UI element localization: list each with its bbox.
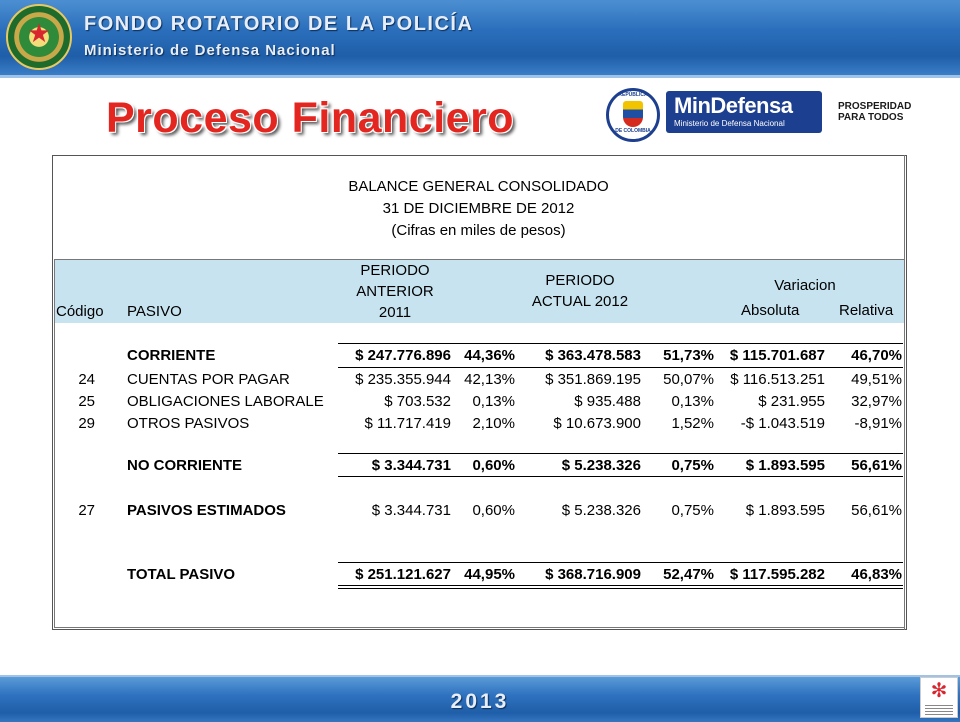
- row-name: OTROS PASIVOS: [127, 415, 250, 432]
- row-name: CORRIENTE: [127, 347, 216, 364]
- row-prev-pct: 44,36%: [464, 347, 515, 364]
- row-rel: 46,70%: [851, 347, 902, 364]
- row-curr-value: $ 10.673.900: [553, 415, 641, 432]
- row-curr-value: $ 935.488: [574, 393, 641, 410]
- table-right-border: [904, 155, 905, 630]
- row-code: 24: [78, 371, 95, 388]
- mindefensa-logo: [666, 91, 822, 133]
- prosperidad-line1: PROSPERIDAD: [838, 101, 912, 112]
- col-header-actual-2: ACTUAL 2012: [531, 293, 629, 310]
- row-curr-value: $ 5.238.326: [561, 457, 641, 474]
- report-title: BALANCE GENERAL CONSOLIDADO: [348, 178, 609, 195]
- row-name: OBLIGACIONES LABORALE: [127, 393, 324, 410]
- row-abs: -$ 1.043.519: [740, 415, 825, 432]
- table-bottom-border: [54, 627, 905, 628]
- page-title: Proceso Financiero: [106, 94, 515, 142]
- header-top-border: [54, 259, 905, 260]
- col-header-absoluta: Absoluta: [741, 302, 800, 319]
- coat-text-bottom: DE COLOMBIA: [615, 128, 651, 134]
- prosperidad-logo: [838, 101, 911, 123]
- row-curr-pct: 51,73%: [663, 347, 714, 364]
- org-name: FONDO ROTATORIO DE LA POLICÍA: [84, 13, 474, 35]
- row-rel: 56,61%: [851, 457, 902, 474]
- row-abs: $ 117.595.282: [729, 566, 825, 583]
- row-prev-pct: 0,60%: [472, 502, 515, 519]
- row-curr-pct: 0,13%: [671, 393, 714, 410]
- row-prev-value: $ 11.717.419: [364, 415, 451, 432]
- row-abs: $ 1.893.595: [745, 502, 825, 519]
- col-header-anterior-1: PERIODO: [360, 262, 430, 279]
- row-code: 29: [78, 415, 95, 432]
- row-rel: 46,83%: [851, 566, 902, 583]
- row-curr-pct: 52,47%: [663, 566, 714, 583]
- header-banner: [0, 0, 960, 78]
- row-name: PASIVOS ESTIMADOS: [127, 502, 286, 519]
- row-rel: 49,51%: [851, 371, 902, 388]
- row-top-rule: [338, 453, 903, 454]
- col-header-anterior-2: ANTERIOR: [356, 283, 434, 300]
- row-prev-pct: 42,13%: [464, 371, 515, 388]
- shield-icon: [623, 101, 643, 127]
- row-underline: [338, 367, 903, 368]
- col-header-actual-1: PERIODO: [545, 272, 615, 289]
- row-code: 25: [78, 393, 95, 410]
- row-prev-value: $ 247.776.896: [355, 347, 451, 364]
- row-code: 27: [78, 502, 95, 519]
- total-double-underline: [338, 585, 903, 589]
- row-top-rule: [338, 343, 903, 344]
- report-units: (Cifras en miles de pesos): [391, 222, 566, 239]
- footer-logo-text-lines: [925, 705, 953, 715]
- row-underline: [338, 476, 903, 477]
- row-abs: $ 116.513.251: [730, 371, 825, 388]
- footer-logo: [920, 677, 958, 718]
- row-curr-value: $ 351.869.195: [545, 371, 641, 388]
- prosperidad-line2: PARA TODOS: [838, 112, 904, 123]
- row-curr-pct: 0,75%: [671, 457, 714, 474]
- row-prev-pct: 2,10%: [472, 415, 515, 432]
- row-rel: -8,91%: [854, 415, 902, 432]
- footer-year: 2013: [450, 690, 510, 713]
- row-prev-pct: 0,60%: [472, 457, 515, 474]
- star-icon: ★: [27, 18, 51, 48]
- row-abs: $ 115.701.687: [729, 347, 825, 364]
- police-seal-logo: [6, 4, 72, 70]
- row-prev-value: $ 235.355.944: [355, 371, 451, 388]
- row-curr-value: $ 363.478.583: [545, 347, 641, 364]
- row-prev-value: $ 3.344.731: [371, 457, 451, 474]
- org-subtitle: Ministerio de Defensa Nacional: [84, 42, 336, 59]
- row-prev-value: $ 251.121.627: [355, 566, 451, 583]
- mindefensa-logo-text: MinDefensa: [674, 93, 793, 118]
- col-header-variacion: Variacion: [774, 277, 836, 294]
- row-prev-value: $ 703.532: [384, 393, 451, 410]
- row-prev-pct: 0,13%: [472, 393, 515, 410]
- row-curr-pct: 1,52%: [671, 415, 714, 432]
- colombia-coat-of-arms-logo: [606, 88, 660, 142]
- report-date: 31 DE DICIEMBRE DE 2012: [382, 200, 575, 217]
- row-rel: 56,61%: [851, 502, 902, 519]
- snowflake-icon: ✻: [930, 680, 948, 702]
- table-left-border: [54, 260, 55, 628]
- col-header-relativa: Relativa: [839, 302, 894, 319]
- row-curr-value: $ 368.716.909: [545, 566, 641, 583]
- col-header-anterior-3: 2011: [378, 304, 412, 321]
- coat-text-top: REPÚBLICA: [618, 92, 648, 98]
- col-header-codigo: Código: [56, 303, 104, 320]
- row-rel: 32,97%: [851, 393, 902, 410]
- row-abs: $ 1.893.595: [745, 457, 825, 474]
- row-name: NO CORRIENTE: [127, 457, 243, 474]
- row-curr-value: $ 5.238.326: [561, 502, 641, 519]
- row-name: CUENTAS POR PAGAR: [127, 371, 290, 388]
- mindefensa-logo-subtext: Ministerio de Defensa Nacional: [674, 119, 785, 128]
- col-header-pasivo: PASIVO: [127, 303, 182, 320]
- row-curr-pct: 0,75%: [671, 502, 714, 519]
- row-top-rule: [338, 562, 903, 563]
- row-prev-pct: 44,95%: [464, 566, 515, 583]
- row-name: TOTAL PASIVO: [127, 566, 236, 583]
- row-abs: $ 231.955: [758, 393, 825, 410]
- row-prev-value: $ 3.344.731: [371, 502, 451, 519]
- row-curr-pct: 50,07%: [663, 371, 714, 388]
